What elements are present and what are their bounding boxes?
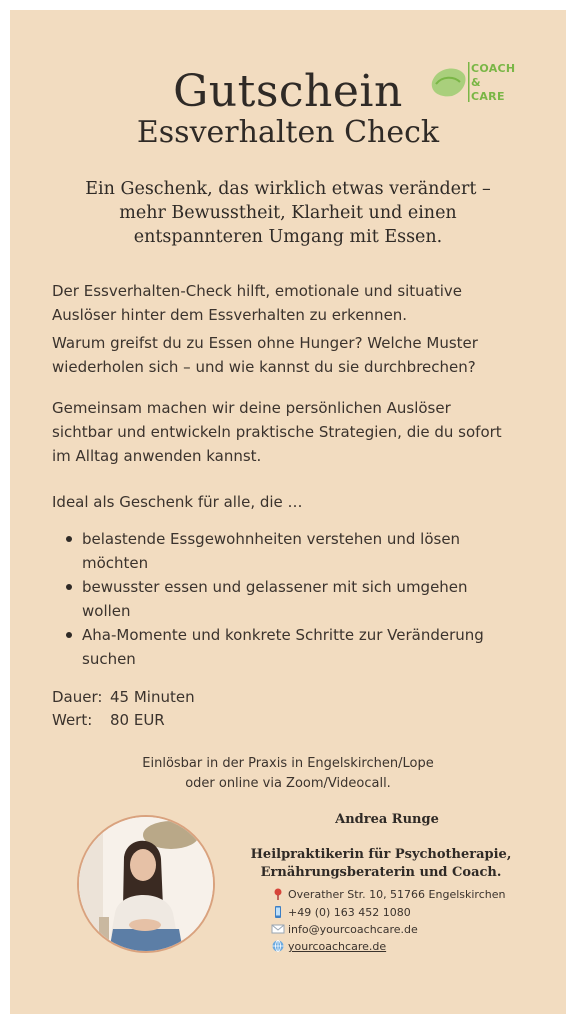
- role-line: Heilpraktikerin für Psychotherapie,: [250, 847, 512, 862]
- paragraph-strategies: [52, 396, 542, 468]
- lead-line: mehr Bewusstheit, Klarheit und einen: [119, 203, 457, 223]
- role-line: Ernährungsberaterin und Coach.: [260, 865, 502, 880]
- voucher-title: Gutschein: [173, 66, 403, 117]
- location-pin-icon: [271, 888, 285, 900]
- website-link[interactable]: yourcoachcare.de: [288, 940, 387, 953]
- list-item-line: belastende Essgewohnheiten verstehen und lösen: [82, 530, 461, 548]
- list-item: [66, 575, 506, 623]
- redeem-line: Einlösbar in der Praxis in Engelskirchen/Lope: [142, 756, 434, 771]
- list-item-line: möchten: [82, 554, 149, 572]
- paragraph-line: Warum greifst du zu Essen ohne Hunger? Welche Muster: [52, 334, 478, 352]
- phone-icon: [271, 906, 285, 918]
- contact-phone: [271, 905, 411, 921]
- list-item-line: bewusster essen und gelassener mit sich umgehen: [82, 578, 468, 596]
- lead-text: [40, 177, 536, 249]
- address-text: Overather Str. 10, 51766 Engelskirchen: [288, 888, 506, 901]
- phone-text[interactable]: +49 (0) 163 452 1080: [288, 906, 411, 919]
- logo-line-care: CARE: [471, 90, 505, 103]
- coach-portrait: [77, 815, 215, 953]
- paragraph-line: Gemeinsam machen wir deine persönlichen Auslöser: [52, 399, 451, 417]
- list-item-line: Aha-Momente und konkrete Schritte zur Veränderung: [82, 626, 484, 644]
- logo-line-amp: &: [471, 76, 481, 89]
- paragraph-line: im Alltag anwenden kannst.: [52, 447, 262, 465]
- logo-line-coach: COACH: [471, 62, 516, 75]
- coach-role: [250, 846, 512, 882]
- duration-row: [52, 686, 195, 708]
- portrait-illustration-icon: [79, 817, 213, 951]
- contact-email: [271, 922, 418, 938]
- paragraph-intro: [52, 279, 542, 327]
- globe-icon: [271, 940, 285, 952]
- list-item-line: suchen: [82, 650, 136, 668]
- duration-label: Dauer:: [52, 688, 103, 706]
- paragraph-line: Auslöser hinter dem Essverhalten zu erkennen.: [52, 306, 408, 324]
- paragraph-line: wiederholen sich – und wie kannst du sie durchbrechen?: [52, 358, 476, 376]
- voucher-subtitle: Essverhalten Check: [136, 115, 440, 150]
- ideal-list: [66, 527, 506, 671]
- contact-address: [271, 887, 505, 903]
- mail-icon: [271, 923, 285, 935]
- contact-website: [271, 939, 386, 955]
- paragraph-questions: [52, 331, 542, 379]
- value-amount: 80 EUR: [110, 711, 165, 729]
- redeem-note: [0, 754, 576, 794]
- paragraph-line: Der Essverhalten-Check hilft, emotionale und situative: [52, 282, 463, 300]
- lead-line: Ein Geschenk, das wirklich etwas verändert –: [85, 179, 491, 199]
- value-row: [52, 709, 165, 731]
- lead-line: entspannteren Umgang mit Essen.: [133, 227, 443, 247]
- duration-value: 45 Minuten: [110, 688, 195, 706]
- redeem-line: oder online via Zoom/Videocall.: [185, 776, 391, 791]
- paragraph-line: sichtbar und entwickeln praktische Strategien, die du sofort: [52, 423, 502, 441]
- email-link[interactable]: info@yourcoachcare.de: [288, 923, 418, 936]
- value-label: Wert:: [52, 711, 93, 729]
- list-item: [66, 527, 506, 575]
- ideal-intro: Ideal als Geschenk für alle, die …: [52, 493, 303, 511]
- list-item: [66, 623, 506, 671]
- coach-name: Andrea Runge: [335, 812, 439, 827]
- list-item-line: wollen: [82, 602, 131, 620]
